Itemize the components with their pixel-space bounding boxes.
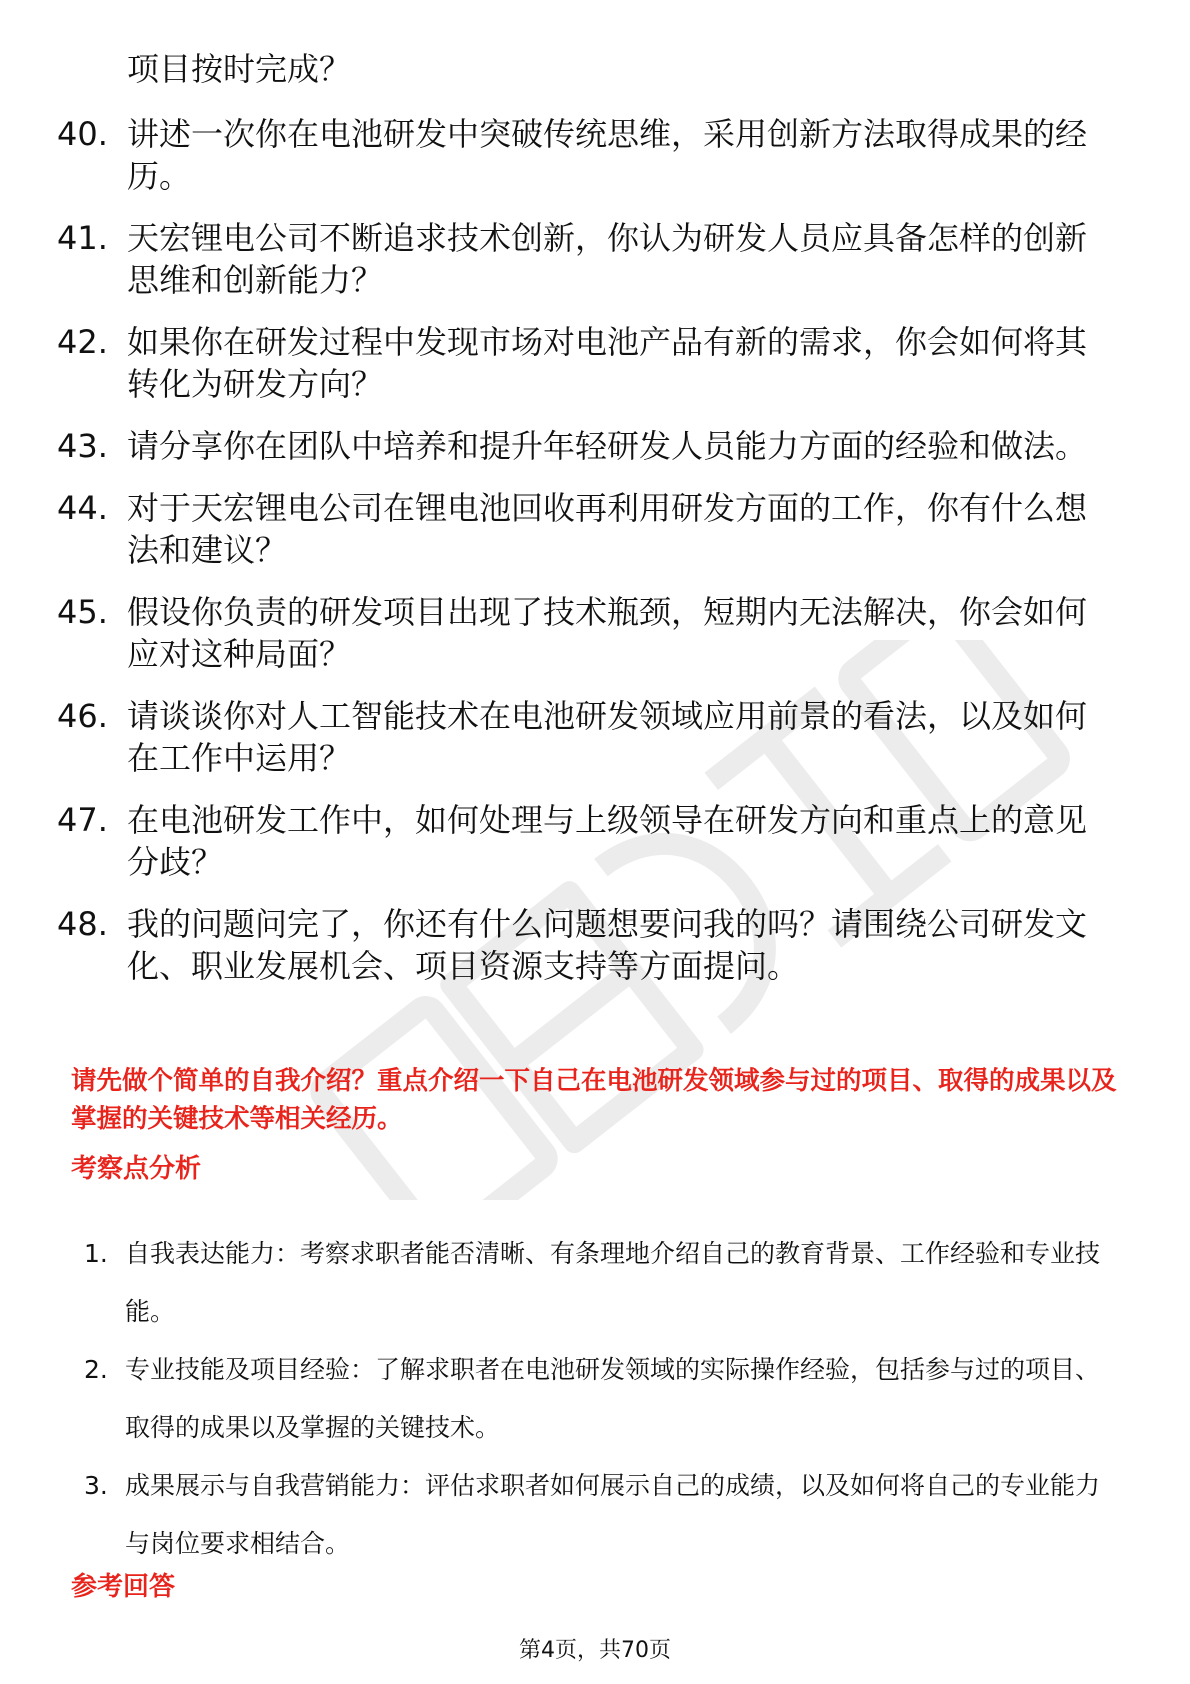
page-footer: 第4页，共70页 [519,1638,671,1663]
highlight-question: 请先做个简单的自我介绍？重点介绍一下自己在电池研发领域参与过的项目、取得的成果以及掌握的关键技术等相关经历。 [71,1066,1117,1134]
question-text: 假设你负责的研发项目出现了技术瓶颈，短期内无法解决，你会如何应对这种局面？ [127,593,1088,673]
list-item [57,591,1117,675]
analysis-number: 1. [84,1239,108,1268]
list-item [57,321,1117,405]
question-text: 讲述一次你在电池研发中突破传统思维，采用创新方法取得成果的经历。 [127,115,1088,195]
question-text: 对于天宏锂电公司在锂电池回收再利用研发方面的工作，你有什么想法和建议？ [127,489,1088,569]
list-item [57,113,1117,197]
list-item [84,1225,1120,1341]
question-list [57,113,1117,1007]
list-item [84,1341,1120,1457]
question-number: 45. [57,593,108,631]
question-number: 44. [57,489,108,527]
question-number: 41. [57,219,108,257]
continued-question-text: 项目按时完成？ [127,50,352,88]
question-text: 请谈谈你对人工智能技术在电池研发领域应用前景的看法，以及如何在工作中运用？ [127,697,1088,777]
list-item [57,487,1117,571]
list-item [57,425,1117,467]
list-item [57,217,1117,301]
analysis-text: 专业技能及项目经验：了解求职者在电池研发领域的实际操作经验，包括参与过的项目、取得的成果以及掌握的关键技术。 [125,1355,1101,1442]
list-item [84,1457,1120,1573]
question-number: 40. [57,115,108,153]
question-number: 47. [57,801,108,839]
analysis-text: 自我表达能力：考察求职者能否清晰、有条理地介绍自己的教育背景、工作经验和专业技能。 [125,1239,1101,1326]
question-text: 在电池研发工作中，如何处理与上级领导在研发方向和重点上的意见分歧？ [127,801,1088,881]
analysis-number: 3. [84,1471,108,1500]
reference-answer-heading: 参考回答 [71,1572,176,1602]
question-number: 43. [57,427,108,465]
analysis-text: 成果展示与自我营销能力：评估求职者如何展示自己的成绩，以及如何将自己的专业能力与岗位要求相结合。 [125,1471,1101,1558]
question-text: 如果你在研发过程中发现市场对电池产品有新的需求，你会如何将其转化为研发方向？ [127,323,1088,403]
question-number: 46. [57,697,108,735]
question-text: 我的问题问完了，你还有什么问题想要问我的吗？请围绕公司研发文化、职业发展机会、项目资源支持等方面提问。 [127,905,1088,985]
question-number: 42. [57,323,108,361]
question-number: 48. [57,905,108,943]
question-text: 天宏锂电公司不断追求技术创新，你认为研发人员应具备怎样的创新思维和创新能力？ [127,219,1088,299]
list-item [57,903,1117,987]
list-item [57,799,1117,883]
analysis-list [84,1225,1120,1573]
question-text: 请分享你在团队中培养和提升年轻研发人员能力方面的经验和做法。 [127,427,1088,465]
analysis-heading: 考察点分析 [71,1154,202,1184]
list-item [57,695,1117,779]
analysis-number: 2. [84,1355,108,1384]
